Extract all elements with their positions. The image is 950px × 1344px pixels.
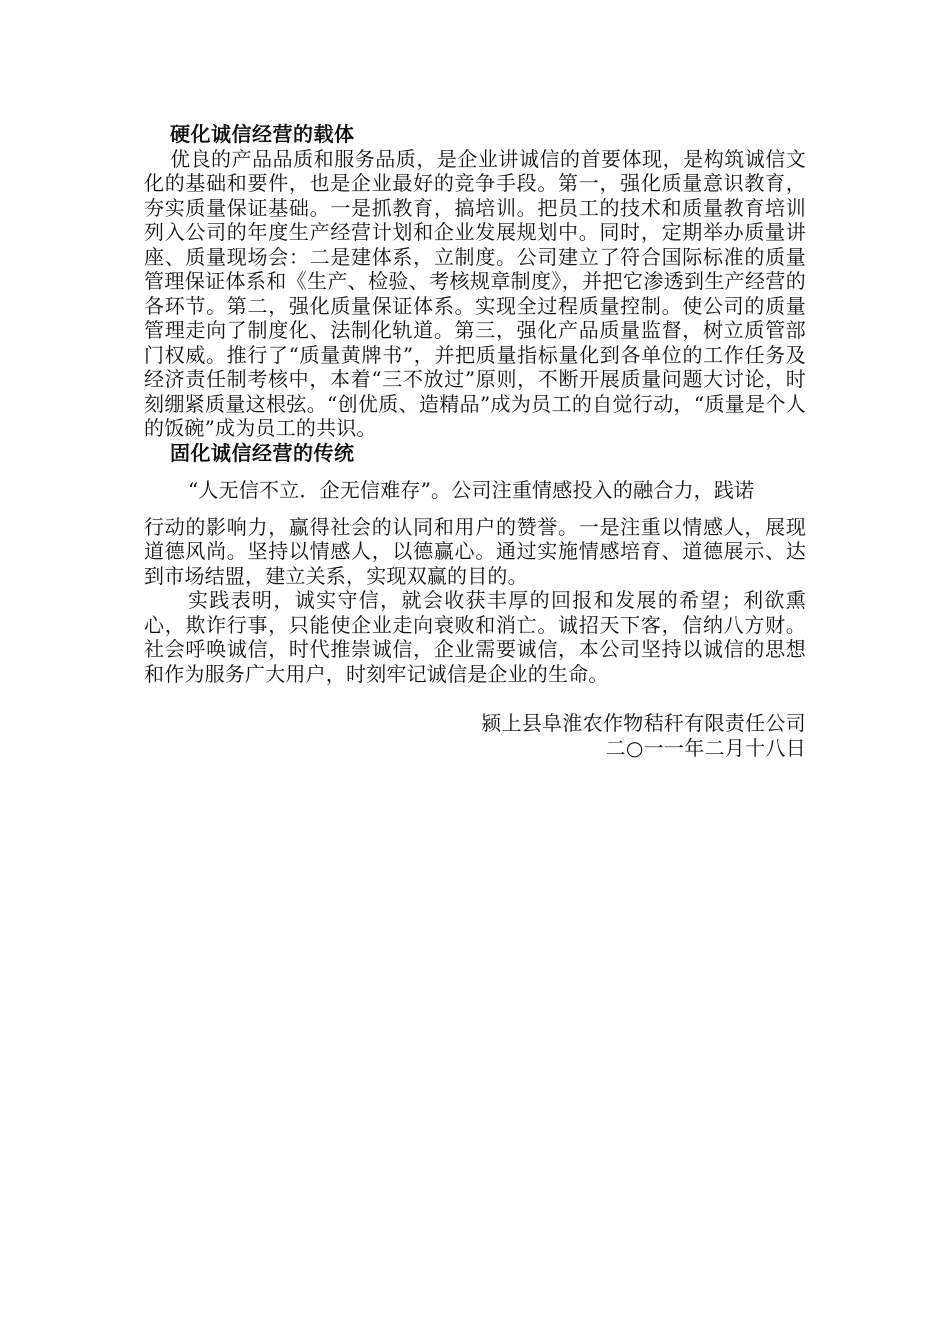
quote-line: “人无信不立．企无信难存”。公司注重情感投入的融合力，践诺	[188, 478, 755, 502]
section-paragraph-quality: 优良的产品品质和服务品质，是企业讲诚信的首要体现，是构筑诚信文化的基础和要件，也是企业最好的竞争手段。第一，强化质量意识教育，夯实质量保证基础。一是抓教育，搞培训。把员工的技术和质量教育培训列入公司的年度生产经营计划和企业发展规划中。同时，定期举办质量讲座、质量现场会：二是建体系，立制度。公司建立了符合国际标准的质量管理保证体系和《生产、检验、考核规章制度》，并把它渗透到生产经营的各环节。第二，强化质量保证体系。实现全过程质量控制。使公司的质量管理走向了制度化、法制化轨道。第三，强化产品质量监督，树立质管部门权威。推行了“质量黄牌书”，并把质量指标量化到各单位的工作任务及经济责任制考核中，本着“三不放过”原则，不断开展质量问题大讨论，时刻绷紧质量这根弦。“创优质、造精品”成为员工的自觉行动，“质量是个人的饭碗”成为员工的共识。	[144, 146, 806, 440]
company-name: 颍上县阜淮农作物秸秆有限责任公司	[481, 711, 806, 735]
section-heading-hardening: 硬化诚信经营的载体	[170, 122, 355, 146]
signature-date: 二○一一年二月十八日	[605, 736, 806, 760]
section-heading-solidifying: 固化诚信经营的传统	[170, 440, 355, 465]
tradition-paragraph-body: 行动的影响力，赢得社会的认同和用户的赞誉。一是注重以情感人，展现道德风尚。坚持以情感人，以德赢心。通过实施情感培育、道德展示、达到市场结盟，建立关系，实现双赢的目的。	[144, 514, 806, 588]
section-paragraph-tradition	[144, 478, 806, 588]
signature-block	[144, 711, 806, 761]
document-page	[144, 122, 806, 761]
conclusion-paragraph: 实践表明，诚实守信，就会收获丰厚的回报和发展的希望；利欲熏心，欺诈行事，只能使企业走向衰败和消亡。诚招天下客，信纳八方财。社会呼唤诚信，时代推崇诚信，企业需要诚信，本公司坚持以诚信的思想和作为服务广大用户，时刻牢记诚信是企业的生命。	[144, 588, 806, 686]
